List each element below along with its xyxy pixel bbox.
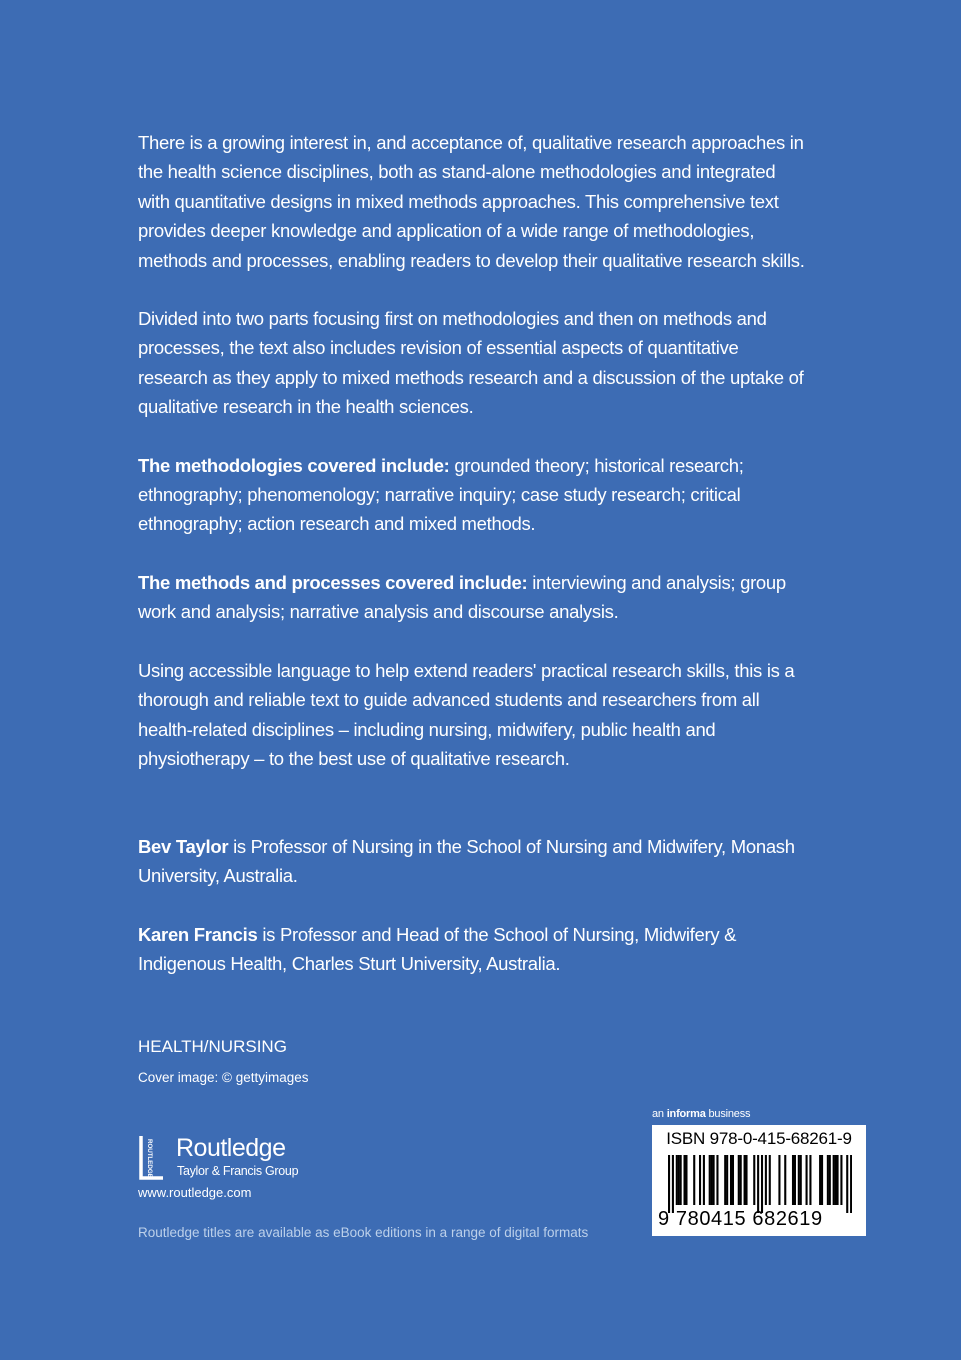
description bbox=[138, 128, 810, 802]
barcode-bar bbox=[668, 1155, 670, 1213]
informa-brand: informa bbox=[666, 1108, 706, 1120]
barcode-bar bbox=[827, 1155, 829, 1205]
barcode-bar bbox=[798, 1155, 800, 1205]
isbn-barcode bbox=[652, 1125, 866, 1236]
barcode-bar bbox=[683, 1155, 685, 1205]
author-name-1: Bev Taylor bbox=[138, 836, 229, 857]
barcode-bar bbox=[699, 1155, 701, 1205]
barcode-bar bbox=[778, 1155, 780, 1205]
barcode-bar bbox=[794, 1155, 796, 1205]
methodologies-paragraph bbox=[138, 451, 810, 539]
ebook-note: Routledge titles are available as eBook editions in a range of digital formats bbox=[138, 1225, 589, 1240]
barcode-bar bbox=[837, 1155, 839, 1205]
barcode-bar bbox=[680, 1155, 682, 1205]
author-bios bbox=[138, 832, 810, 1008]
publisher-name: Routledge bbox=[176, 1134, 286, 1162]
barcode-bar bbox=[709, 1155, 711, 1205]
barcode-bar bbox=[850, 1155, 852, 1213]
barcode-bar bbox=[800, 1155, 802, 1205]
barcode-bar bbox=[745, 1155, 747, 1205]
barcode-bar bbox=[676, 1155, 678, 1205]
methods-text: interviewing and analysis; group work and analysis; narrative analysis and discourse analysis. bbox=[138, 571, 786, 623]
barcode-bar bbox=[765, 1155, 767, 1205]
author-name-2: Karen Francis bbox=[138, 923, 258, 945]
publisher-website: www.routledge.com bbox=[138, 1185, 252, 1200]
barcode-bar bbox=[672, 1155, 674, 1213]
description-paragraph-5: Using accessible language to help extend readers' practical research skills, this is a thorough and reliable text to guide advanced students and researchers from all health-related disciplines – including nursing, midwifery, public health and physiotherapy – to the best use of qualitative research. bbox=[138, 659, 795, 769]
routledge-logo-icon bbox=[138, 1134, 166, 1180]
publisher-group: Taylor & Francis Group bbox=[177, 1164, 299, 1178]
barcode-bars bbox=[668, 1155, 852, 1213]
barcode-bar bbox=[732, 1155, 734, 1205]
barcode-bar bbox=[716, 1155, 718, 1205]
barcode-bar bbox=[761, 1155, 763, 1213]
barcode-bar bbox=[711, 1155, 713, 1205]
routledge-logo bbox=[138, 1134, 338, 1182]
barcode-bar bbox=[730, 1155, 732, 1205]
barcode-digits: 9 780415 682619 bbox=[658, 1208, 823, 1230]
barcode-bar bbox=[833, 1155, 835, 1205]
barcode-bar bbox=[829, 1155, 831, 1205]
description-paragraph-2: Divided into two parts focusing first on methodologies and then on methods and processes, the text also includes revision of essential aspects of quantitative research as they apply to mixed methods research and a discussion of the uptake of qualitative research in the health sciences. bbox=[138, 308, 804, 418]
author-bio-1 bbox=[138, 832, 810, 891]
barcode-bar bbox=[757, 1155, 759, 1213]
author-bio-2 bbox=[138, 920, 810, 979]
methodologies-text: grounded theory; historical research; ethnography; phenomenology; narrative inquiry; case study research; critical ethnography; action research and mixed methods. bbox=[138, 454, 744, 535]
logo-vertical-text: ROUTLEDGE bbox=[146, 1139, 153, 1178]
barcode-bar bbox=[792, 1155, 794, 1205]
barcode-bar bbox=[724, 1155, 726, 1205]
barcode-bar bbox=[713, 1155, 715, 1205]
cover-image-credit: Cover image: © gettyimages bbox=[138, 1070, 309, 1085]
barcode-bar bbox=[678, 1155, 680, 1205]
barcode-bar bbox=[740, 1155, 742, 1205]
barcode-bar bbox=[784, 1155, 786, 1205]
methods-label: The methods and processes covered include: bbox=[138, 571, 528, 593]
barcode-bar bbox=[806, 1155, 808, 1205]
barcode-bar bbox=[840, 1155, 842, 1205]
methodologies-label: The methodologies covered include: bbox=[138, 454, 450, 476]
barcode-bar bbox=[809, 1155, 811, 1205]
barcode-bar bbox=[821, 1155, 823, 1205]
barcode-bar bbox=[744, 1155, 746, 1205]
barcode-bar bbox=[685, 1155, 687, 1205]
barcode-bar bbox=[753, 1155, 755, 1205]
subject-category: HEALTH/NURSING bbox=[138, 1037, 287, 1056]
barcode-bar bbox=[703, 1155, 705, 1205]
barcode-bar bbox=[846, 1155, 848, 1213]
author-text-2: is Professor and Head of the School of Nursing, Midwifery & Indigenous Health, Charles Sturt University, Australia. bbox=[138, 923, 737, 975]
barcode-bar bbox=[726, 1155, 728, 1205]
isbn-label: ISBN 978-0-415-68261-9 bbox=[666, 1129, 852, 1148]
barcode-bar bbox=[819, 1155, 821, 1205]
informa-tagline: an informa business bbox=[652, 1108, 751, 1120]
barcode-bar bbox=[738, 1155, 740, 1205]
description-paragraph-1: There is a growing interest in, and acceptance of, qualitative research approaches in the health science disciplines, both as stand-alone methodologies and integrated with quantitative designs in mixed methods approaches. This comprehensive text provides deeper knowledge and application of a wide range of methodologies, methods and processes, enabling readers to develop their qualitative research skills. bbox=[138, 132, 805, 271]
author-text-1: is Professor of Nursing in the School of Nursing and Midwifery, Monash University, Australia. bbox=[138, 836, 795, 887]
barcode-bar bbox=[769, 1155, 771, 1205]
methods-paragraph bbox=[138, 568, 810, 627]
barcode-bar bbox=[693, 1155, 695, 1205]
barcode-bar bbox=[835, 1155, 837, 1205]
